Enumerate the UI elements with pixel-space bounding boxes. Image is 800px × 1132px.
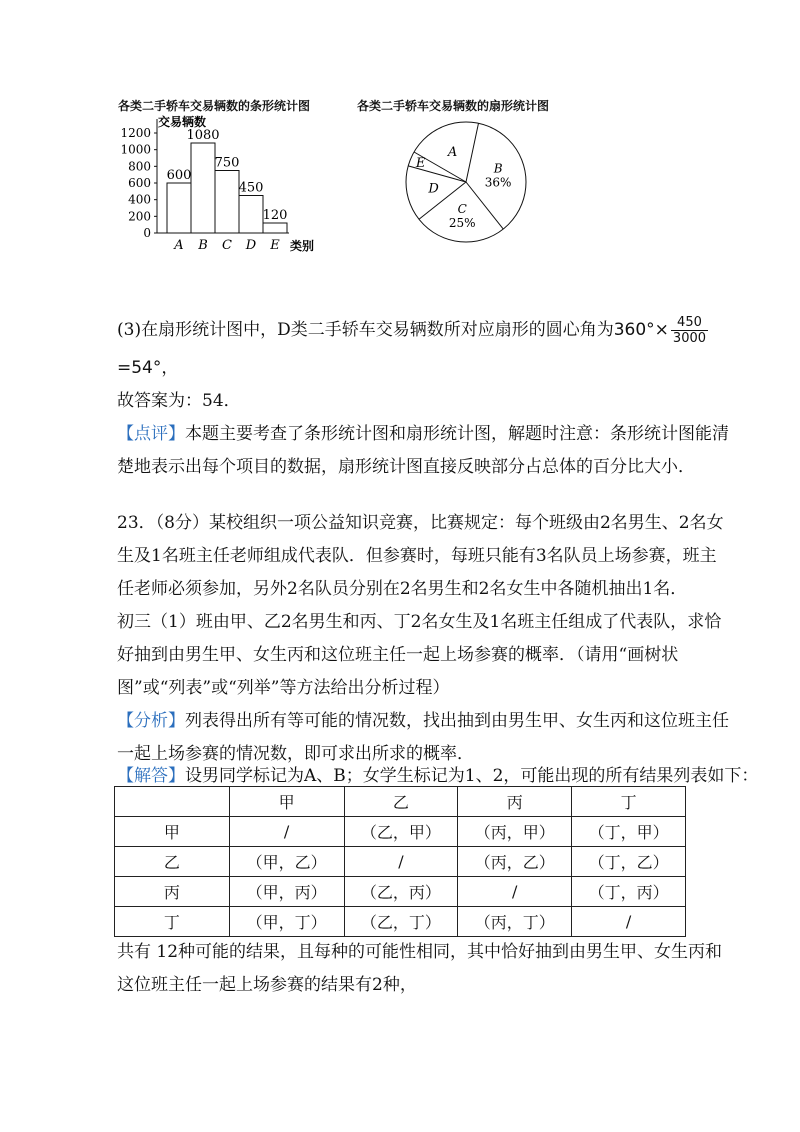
analysis-tag: 【分析】	[117, 711, 185, 731]
solution-conclusion-2: 这位班主任一起上场参赛的结果有2种，	[117, 975, 417, 995]
fraction-numerator: 450	[671, 315, 708, 331]
bar-y-tick-label: 200	[128, 209, 151, 224]
result-table	[114, 786, 686, 937]
bar-category-label: E	[270, 238, 280, 253]
table-cell: 乙	[115, 847, 230, 877]
bar-category-label: D	[245, 238, 257, 253]
bar-y-tick-label: 0	[143, 226, 151, 240]
table-cell: /	[229, 817, 344, 847]
bar-data-label: 600	[166, 168, 192, 183]
q23-line-1: 23．（8分）某校组织一项公益知识竞赛，比赛规定：每个班级由2名男生、2名女	[117, 513, 724, 533]
solution-line-1	[117, 765, 758, 787]
pie-label-a: A	[447, 144, 458, 160]
q23-line-4: 初三（1）班由甲、乙2名男生和丙、丁2名女生及1名班主任组成了代表队，求恰	[117, 612, 722, 632]
bar-category-label: B	[198, 238, 208, 253]
table-row	[115, 817, 686, 847]
q23-line-2: 生及1名班主任老师组成代表队．但参赛时，每班只能有3名队员上场参赛，班主	[117, 546, 717, 566]
table-cell: 乙	[344, 787, 458, 817]
part3-coeff: 360°×	[613, 320, 669, 340]
q23-line-3: 任老师必须参加，另外2名队员分别在2名男生和2名女生中各随机抽出1名．	[117, 579, 688, 599]
table-row	[115, 877, 686, 907]
table-cell: 甲	[229, 787, 344, 817]
table-header-row	[115, 787, 686, 817]
table-cell: （乙，丙）	[344, 877, 458, 907]
table-cell: 丁	[115, 907, 230, 937]
pie-label-e: E	[415, 155, 426, 171]
bar-data-label: 1080	[186, 128, 220, 143]
bar-ylabel: 交易辆数	[158, 115, 207, 129]
table-cell: （丙，甲）	[458, 817, 572, 847]
bar-data-label: 450	[238, 180, 264, 196]
table-cell: 丙	[458, 787, 572, 817]
table-cell	[115, 787, 230, 817]
part3-answer: 故答案为：54．	[117, 391, 241, 411]
bar-data-label: 750	[214, 155, 240, 171]
bar-y-tick-label: 600	[128, 176, 151, 190]
table-cell: （甲，丁）	[229, 907, 344, 937]
pie-label-b: B 36%	[484, 161, 512, 190]
bar-chart	[110, 110, 330, 260]
table-cell: （甲，乙）	[229, 847, 344, 877]
pie-chart	[400, 118, 532, 246]
part3-result: =54°，	[117, 358, 179, 378]
pie-chart-title: 各类二手轿车交易辆数的扇形统计图	[357, 99, 550, 113]
table-row	[115, 847, 686, 877]
table-cell: （乙，甲）	[344, 817, 458, 847]
bar-c	[215, 171, 239, 234]
part3-fraction	[671, 315, 708, 346]
bar-data-label: 120	[262, 208, 288, 223]
pie-label-c: C 25%	[448, 201, 476, 230]
part3-prefix: (3)在扇形统计图中，D类二手轿车交易辆数所对应扇形的圆心角为	[117, 320, 614, 340]
solution-tag: 【解答】	[117, 766, 185, 786]
table-cell: /	[344, 847, 458, 877]
analysis-text-1: 列表得出所有等可能的情况数，找出抽到由男生甲、女生丙和这位班主任	[185, 711, 729, 731]
table-cell: （丁，丙）	[572, 877, 686, 907]
comment-line-2: 楚地表示出每个项目的数据，扇形统计图直接反映部分占总体的百分比大小．	[117, 457, 695, 477]
bar-y-tick-label: 1000	[120, 142, 151, 157]
analysis-line-1	[117, 710, 729, 732]
table-cell: （丁，乙）	[572, 847, 686, 877]
q23-line-6: 图”或“列表”或“列举”等方法给出分析过程）	[117, 678, 450, 698]
table-cell: （甲，丙）	[229, 877, 344, 907]
table-cell: 丁	[572, 787, 686, 817]
comment-text-1: 本题主要考查了条形统计图和扇形统计图，解题时注意：条形统计图能清	[185, 424, 729, 444]
bar-category-label: A	[174, 238, 184, 253]
table-cell: （丙，丁）	[458, 907, 572, 937]
table-cell: （乙，丁）	[344, 907, 458, 937]
bar-xlabel: 类别	[290, 239, 315, 253]
fraction-denominator: 3000	[672, 331, 707, 346]
table-cell: /	[458, 877, 572, 907]
bar-e	[263, 223, 287, 233]
table-cell: （丁，甲）	[572, 817, 686, 847]
bar-chart-title: 各类二手轿车交易辆数的条形统计图	[118, 99, 311, 113]
solution-conclusion-1: 共有 12种可能的结果，且每种的可能性相同，其中恰好抽到由男生甲、女生丙和	[117, 942, 723, 962]
table-cell: （丙，乙）	[458, 847, 572, 877]
table-cell: 甲	[115, 817, 230, 847]
bar-d	[239, 196, 263, 234]
q23-line-5: 好抽到由男生甲、女生丙和这位班主任一起上场参赛的概率．（请用“画树状	[117, 645, 679, 665]
solution-text-1: 设男同学标记为A、B；女学生标记为1、2，可能出现的所有结果列表如下：	[185, 766, 759, 786]
bar-y-tick-label: 400	[128, 192, 151, 207]
bar-y-tick-label: 800	[128, 159, 151, 174]
bar-y-tick-label: 1200	[120, 126, 151, 140]
table-row	[115, 907, 686, 937]
table-cell: /	[572, 907, 686, 937]
analysis-line-2: 一起上场参赛的情况数，即可求出所求的概率．	[117, 744, 474, 764]
bar-category-label: C	[222, 238, 232, 253]
comment-line-1	[117, 423, 729, 445]
part3-line	[117, 315, 710, 346]
table-cell: 丙	[115, 877, 230, 907]
bar-b	[191, 143, 215, 233]
pie-label-d: D	[428, 181, 439, 197]
bar-a	[167, 183, 191, 233]
comment-tag: 【点评】	[117, 424, 185, 444]
